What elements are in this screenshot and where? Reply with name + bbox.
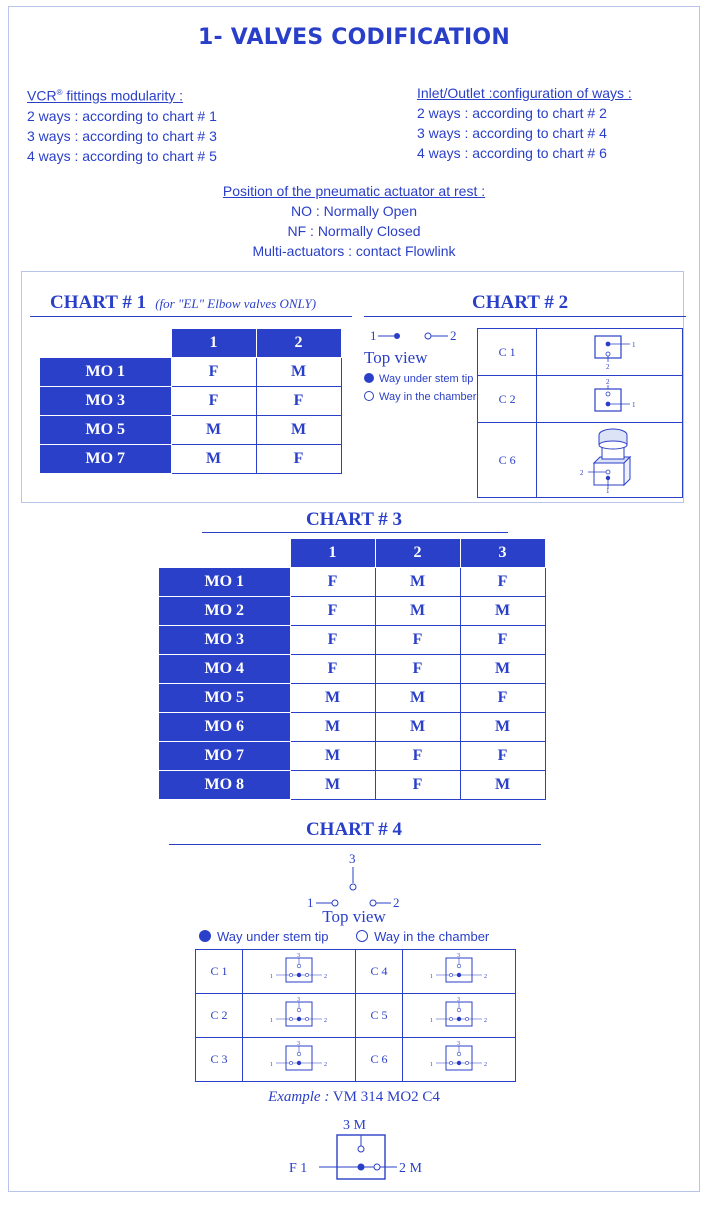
ways-line: 2 ways : according to chart # 2 [417, 105, 607, 121]
config-label: C 2 [478, 376, 537, 423]
cell: M [375, 684, 460, 713]
chart3-table [158, 538, 546, 800]
chart1-rule [30, 316, 352, 317]
valve-diagram-icon [424, 996, 494, 1032]
cell: F [460, 684, 545, 713]
cell: M [256, 416, 341, 445]
config-label: C 1 [478, 329, 537, 376]
cell: M [256, 358, 341, 387]
corner-cell [159, 539, 291, 568]
cell: M [460, 597, 545, 626]
example-code: VM 314 MO2 C4 [329, 1089, 440, 1105]
row-header: MO 7 [159, 742, 291, 771]
chart4-port-indicator [299, 849, 409, 911]
svg-text:3: 3 [457, 1040, 460, 1047]
actuator-position-block [9, 181, 699, 261]
open-dot-icon [356, 930, 368, 942]
cell: M [375, 597, 460, 626]
actuator-position-heading: Position of the pneumatic actuator at rest : [222, 183, 486, 199]
svg-text:1: 1 [430, 1061, 433, 1068]
svg-text:1: 1 [270, 1061, 273, 1068]
charts-1-2-frame [21, 271, 684, 503]
table-row [40, 445, 342, 474]
fittings-line: 2 ways : according to chart # 1 [27, 107, 217, 124]
table-row [159, 684, 546, 713]
cell: M [375, 568, 460, 597]
svg-text:2: 2 [605, 378, 610, 386]
actuator-line: NF : Normally Closed [287, 223, 421, 239]
page-title: 1- VALVES CODIFICATION [198, 25, 510, 50]
table-row [40, 387, 342, 416]
config-diagram [403, 950, 516, 994]
open-dot-icon [350, 884, 356, 890]
valve-diagram-icon [264, 1040, 334, 1076]
row-header: MO 1 [40, 358, 172, 387]
config-diagram [243, 1038, 356, 1082]
chart1-header [50, 292, 316, 314]
cell: F [460, 626, 545, 655]
ways-line: 4 ways : according to chart # 6 [417, 145, 607, 161]
cell: M [290, 742, 375, 771]
open-dot-icon [358, 1146, 364, 1152]
config-c6-diagram [537, 423, 683, 498]
col-header: 2 [375, 539, 460, 568]
row-header: MO 3 [159, 626, 291, 655]
svg-text:2: 2 [324, 973, 327, 980]
open-dot-icon [425, 333, 431, 339]
cell: F [460, 742, 545, 771]
actuator-line: Multi-actuators : contact Flowlink [252, 243, 456, 259]
chart1-title: CHART # 1 [50, 292, 147, 313]
cell: F [375, 742, 460, 771]
svg-text:3: 3 [457, 996, 460, 1003]
table-row [196, 1038, 516, 1082]
fittings-modularity-heading [27, 83, 217, 106]
cell: M [290, 684, 375, 713]
cell: F [290, 626, 375, 655]
row-header: MO 8 [159, 771, 291, 800]
codification-page [8, 6, 700, 1192]
example-prefix: Example : [268, 1089, 330, 1105]
row-header: MO 5 [40, 416, 172, 445]
chart2-top-view: Top view [364, 348, 428, 367]
svg-text:1: 1 [430, 973, 433, 980]
legend-open [364, 388, 476, 406]
cell: M [290, 713, 375, 742]
config-label: C 5 [356, 994, 403, 1038]
legend-open-label: Way in the chamber [374, 929, 490, 944]
cell: F [375, 771, 460, 800]
chart2-config-table [477, 328, 683, 498]
cell: M [171, 416, 256, 445]
table-row [159, 713, 546, 742]
cell: F [460, 568, 545, 597]
row-header: MO 4 [159, 655, 291, 684]
svg-text:1: 1 [270, 973, 273, 980]
svg-text:1: 1 [270, 1017, 273, 1024]
col-header: 1 [171, 329, 256, 358]
cell: F [290, 655, 375, 684]
valve-diagram-icon [264, 952, 334, 988]
svg-text:3: 3 [297, 996, 300, 1003]
example-line [9, 1089, 699, 1106]
heading-rest: fittings modularity : [62, 87, 184, 104]
chart3-title: CHART # 3 [305, 509, 403, 530]
open-dot-icon [364, 391, 374, 401]
chart4-rule [169, 844, 541, 845]
svg-text:3: 3 [297, 1040, 300, 1047]
svg-text:1: 1 [631, 341, 636, 349]
open-dot-icon [374, 1164, 380, 1170]
table-row [159, 742, 546, 771]
chart1-note: (for "EL" Elbow valves ONLY) [155, 296, 317, 311]
cell: F [171, 387, 256, 416]
config-label: C 6 [356, 1038, 403, 1082]
cell: F [256, 445, 341, 474]
valve-diagram-icon [424, 952, 494, 988]
config-label: C 3 [196, 1038, 243, 1082]
example-right-label: 2 M [399, 1161, 422, 1176]
config-c1-diagram [537, 329, 683, 376]
config-label: C 1 [196, 950, 243, 994]
col-header: 2 [256, 329, 341, 358]
valve-diagram-icon [570, 377, 650, 417]
legend-filled-label: Way under stem tip [379, 373, 474, 385]
config-label: C 4 [356, 950, 403, 994]
heading-main: VCR [27, 87, 57, 104]
row-header: MO 5 [159, 684, 291, 713]
config-diagram [243, 950, 356, 994]
cell: F [171, 358, 256, 387]
table-row [196, 950, 516, 994]
table-row [40, 416, 342, 445]
fittings-line: 3 ways : according to chart # 3 [27, 127, 217, 144]
example-left-label: F 1 [289, 1161, 308, 1176]
chart4-config-table [195, 949, 516, 1082]
chart2-legend [364, 370, 476, 406]
svg-text:2: 2 [484, 1017, 487, 1024]
row-header: MO 2 [159, 597, 291, 626]
filled-dot-icon [364, 373, 374, 383]
ways-configuration-heading: Inlet/Outlet :configuration of ways : [417, 85, 632, 101]
chart4-legend [199, 929, 489, 944]
col-header: 3 [460, 539, 545, 568]
open-dot-icon [370, 900, 376, 906]
config-label: C 2 [196, 994, 243, 1038]
fittings-modularity-block [27, 83, 217, 166]
valve-diagram-icon [570, 330, 650, 370]
cell: M [460, 655, 545, 684]
port-2-label: 2 [393, 895, 400, 910]
valve-diagram-icon [424, 1040, 494, 1076]
row-header: MO 6 [159, 713, 291, 742]
row-header: MO 3 [40, 387, 172, 416]
actuator-line: NO : Normally Open [290, 203, 418, 219]
table-row [478, 329, 683, 376]
chart4-top-view: Top view [322, 907, 386, 926]
cell: M [460, 771, 545, 800]
ways-configuration-block [417, 83, 632, 163]
filled-dot-icon [394, 333, 400, 339]
svg-text:1: 1 [605, 487, 610, 493]
filled-dot-icon [199, 930, 211, 942]
example-top-label: 3 M [343, 1118, 366, 1133]
table-row [159, 626, 546, 655]
chart3-rule [202, 532, 508, 533]
table-row [159, 771, 546, 800]
svg-text:3: 3 [297, 952, 300, 959]
row-header: MO 7 [40, 445, 172, 474]
corner-cell [40, 329, 172, 358]
svg-text:3: 3 [457, 952, 460, 959]
svg-text:2: 2 [324, 1017, 327, 1024]
fittings-line: 4 ways : according to chart # 5 [27, 147, 217, 164]
table-row [478, 423, 683, 498]
open-dot-icon [332, 900, 338, 906]
port-1-label: 1 [307, 895, 314, 910]
cell: M [375, 713, 460, 742]
port-3-label: 3 [349, 851, 356, 866]
config-diagram [403, 1038, 516, 1082]
svg-text:2: 2 [484, 1061, 487, 1068]
cell: F [290, 568, 375, 597]
config-label: C 6 [478, 423, 537, 498]
table-row [159, 655, 546, 684]
table-row [40, 358, 342, 387]
chart4-title: CHART # 4 [305, 819, 403, 840]
svg-text:2: 2 [579, 469, 584, 477]
svg-text:2: 2 [605, 363, 610, 370]
cell: F [290, 597, 375, 626]
chart2-port-indicator [364, 324, 484, 348]
svg-text:1: 1 [430, 1017, 433, 1024]
registered-mark: ® [56, 88, 63, 97]
legend-filled [364, 370, 476, 388]
cell: F [375, 626, 460, 655]
config-c2-diagram [537, 376, 683, 423]
legend-open-label: Way in the chamber [379, 391, 477, 403]
chart1-table [39, 328, 342, 474]
table-row [196, 994, 516, 1038]
col-header: 1 [290, 539, 375, 568]
svg-text:2: 2 [484, 973, 487, 980]
chart2-rule [364, 316, 686, 317]
config-diagram [243, 994, 356, 1038]
table-row [159, 597, 546, 626]
table-row [159, 568, 546, 597]
cell: F [375, 655, 460, 684]
svg-text:2: 2 [324, 1061, 327, 1068]
table-row [478, 376, 683, 423]
example-diagram [285, 1113, 435, 1185]
filled-dot-icon [358, 1164, 365, 1171]
cell: M [460, 713, 545, 742]
valve-3d-diagram-icon [560, 423, 660, 493]
config-diagram [403, 994, 516, 1038]
cell: F [256, 387, 341, 416]
cell: M [171, 445, 256, 474]
legend-filled-label: Way under stem tip [217, 929, 329, 944]
port-2-label: 2 [450, 328, 457, 343]
cell: M [290, 771, 375, 800]
chart2-title: CHART # 2 [472, 292, 569, 313]
valve-diagram-icon [264, 996, 334, 1032]
ways-line: 3 ways : according to chart # 4 [417, 125, 607, 141]
port-1-label: 1 [370, 328, 377, 343]
svg-text:1: 1 [631, 401, 636, 409]
row-header: MO 1 [159, 568, 291, 597]
